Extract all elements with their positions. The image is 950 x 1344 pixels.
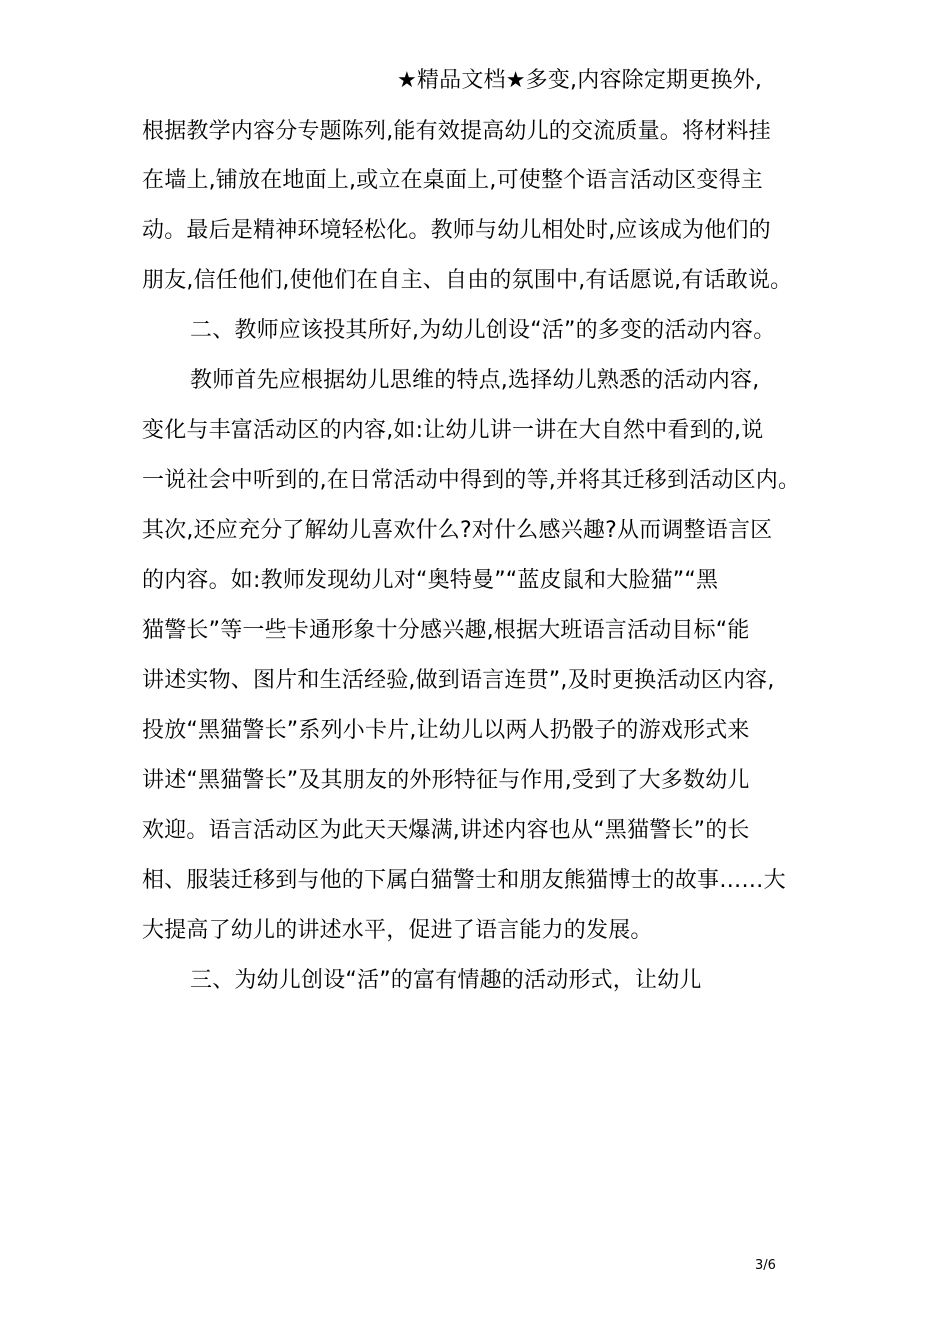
text-line: 投放“黑猫警长”系列小卡片,让幼儿以两人扔骰子的游戏形式来 <box>142 718 750 743</box>
text-line: 动。最后是精神环境轻松化。教师与幼儿相处时,应该成为他们的 <box>142 218 771 243</box>
text-line: 欢迎。语言活动区为此天天爆满,讲述内容也从“黑猫警长”的长 <box>142 818 750 843</box>
text-line: 变化与丰富活动区的内容,如:让幼儿讲一讲在大自然中看到的,说 <box>142 418 764 443</box>
text-line: 在墙上,铺放在地面上,或立在桌面上,可使整个语言活动区变得主 <box>142 168 763 193</box>
page-number: 3/6 <box>755 1258 776 1273</box>
text-line: 讲述实物、图片和生活经验,做到语言连贯”,及时更换活动区内容, <box>142 668 775 693</box>
text-line: 大提高了幼儿的讲述水平，促进了语言能力的发展。 <box>142 918 653 943</box>
text-line: 讲述“黑猫警长”及其朋友的外形特征与作用,受到了大多数幼儿 <box>142 768 750 793</box>
section-heading: 三、为幼儿创设“活”的富有情趣的活动形式，让幼儿 <box>190 968 702 993</box>
text-line: 一说社会中听到的,在日常活动中得到的等,并将其迁移到活动区内。 <box>142 468 801 493</box>
text-line: ★精品文档★多变,内容除定期更换外, <box>397 68 763 93</box>
text-line: 猫警长”等一些卡通形象十分感兴趣,根据大班语言活动目标“能 <box>142 618 750 643</box>
section-heading: 二、教师应该投其所好,为幼儿创设“活”的多变的活动内容。 <box>190 318 776 343</box>
text-line: 的内容。如:教师发现幼儿对“奥特曼”“蓝皮鼠和大脸猫”“黑 <box>142 568 719 593</box>
text-line: 朋友,信任他们,使他们在自主、自由的氛围中,有话愿说,有话敢说。 <box>142 268 793 293</box>
text-line: 其次,还应充分了解幼儿喜欢什么?对什么感兴趣?从而调整语言区 <box>142 518 773 543</box>
text-line: 教师首先应根据幼儿思维的特点,选择幼儿熟悉的活动内容, <box>190 368 760 393</box>
text-line: 相、服装迁移到与他的下属白猫警士和朋友熊猫博士的故事……大 <box>142 868 786 893</box>
text-line: 根据教学内容分专题陈列,能有效提高幼儿的交流质量。将材料挂 <box>142 119 771 144</box>
